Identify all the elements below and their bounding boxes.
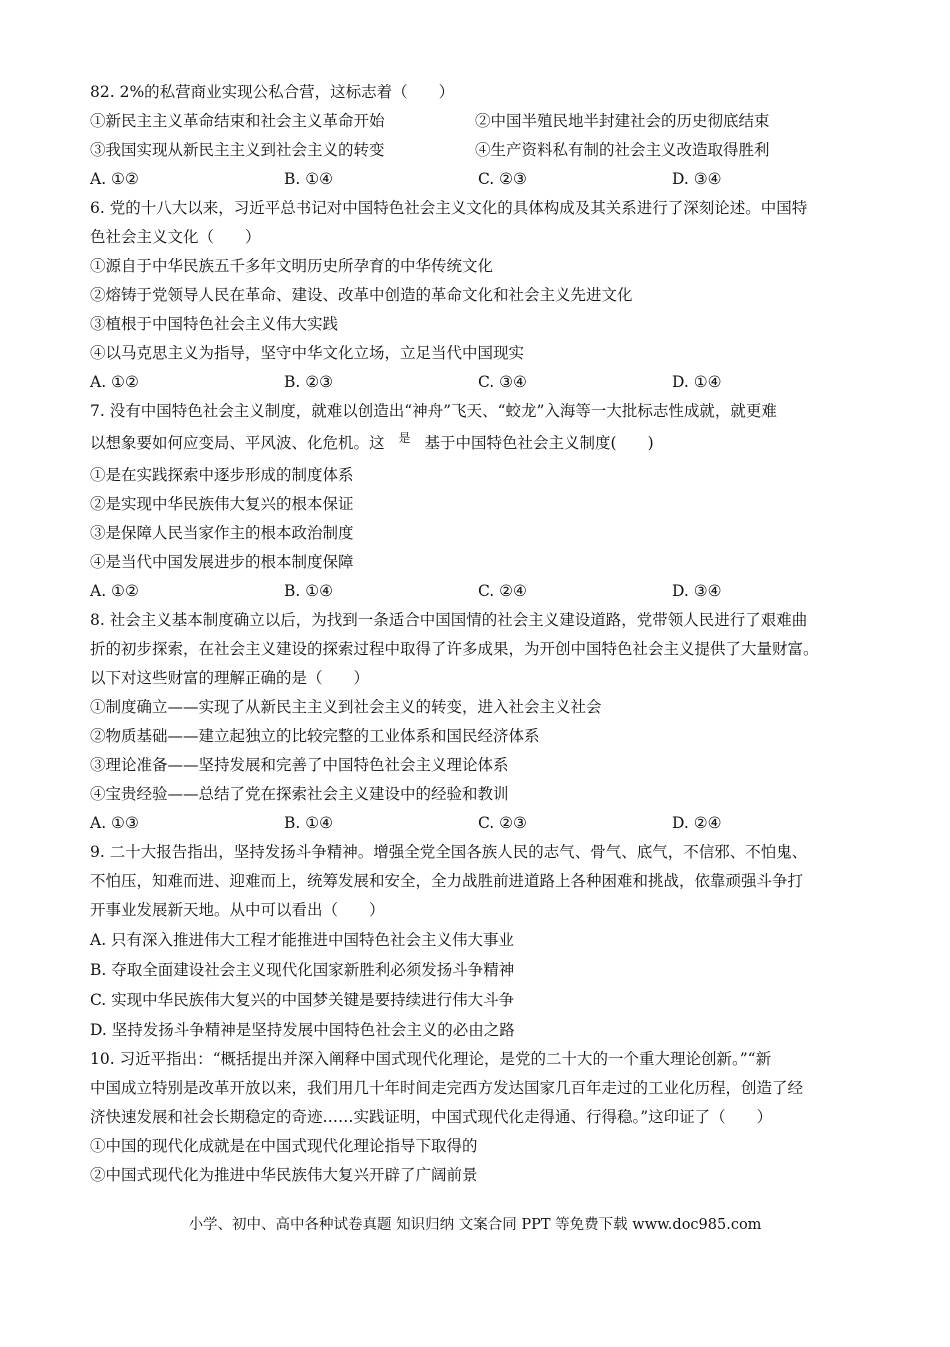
q8-stem-line2: 折的初步探索，在社会主义建设的探索过程中取得了许多成果，为开创中国特色社会主义提供了大量财富。 [90,640,819,658]
q5-stem: 82. 2%的私营商业实现公私合营，这标志着（ ） [90,83,455,101]
q8-options [90,809,880,838]
q8-item-4: ④宝贵经验——总结了党在探索社会主义建设中的经验和教训 [90,785,509,803]
q10-stem-line2: 中国成立特别是改革开放以来，我们用几十年时间走完西方发达国家几百年走过的工业化历程，创造了经 [90,1079,804,1097]
q7-stem-line2-part1: 以想象要如何应变局、平风波、化危机。这 [90,434,385,452]
q5-option-b: B. ①④ [284,170,334,188]
q7-stem-line2-shi: 是 [398,431,411,445]
q7-item-2: ②是实现中华民族伟大复兴的根本保证 [90,495,354,513]
q6-option-a: A. ①② [90,373,139,391]
q6-item-4: ④以马克思主义为指导，坚守中华文化立场，立足当代中国现实 [90,344,525,362]
q7-item-1: ①是在实践探索中逐步形成的制度体系 [90,466,354,484]
q10-stem-line3: 济快速发展和社会长期稳定的奇迹……实践证明，中国式现代化走得通、行得稳。”这印证了（ ） [90,1108,773,1126]
q8-option-d: D. ②④ [672,814,722,832]
q9-stem-line1: 9. 二十大报告指出，坚持发扬斗争精神。增强全党全国各族人民的志气、骨气、底气，不信邪、不怕鬼、 [90,843,808,861]
q8-item-3: ③理论准备——坚持发展和完善了中国特色社会主义理论体系 [90,756,509,774]
q7-stem-line2 [90,426,880,461]
q6-stem-line1: 6. 党的十八大以来，习近平总书记对中国特色社会主义文化的具体构成及其关系进行了深刻论述。中国特 [90,199,808,217]
q8-option-a: A. ①③ [90,814,139,832]
q6-option-c: C. ③④ [478,373,527,391]
page-footer: 小学、初中、高中各种试卷真题 知识归纳 文案合同 PPT 等免费下载 www.doc985.com [188,1217,762,1233]
q9-option-a: A. 只有深入推进伟大工程才能推进中国特色社会主义伟大事业 [90,931,515,949]
q8-option-b: B. ①④ [284,814,334,832]
q7-options [90,577,880,606]
q5-option-a: A. ①② [90,170,139,188]
exam-page [90,78,880,1190]
q5-option-c: C. ②③ [478,170,527,188]
q6-option-b: B. ②③ [284,373,334,391]
q7-option-d: D. ③④ [672,582,722,600]
q5-option-d: D. ③④ [672,170,722,188]
q9-option-d: D. 坚持发扬斗争精神是坚持发展中国特色社会主义的必由之路 [90,1021,515,1039]
q9-option-c: C. 实现中华民族伟大复兴的中国梦关键是要持续进行伟大斗争 [90,991,515,1009]
q7-option-c: C. ②④ [478,582,527,600]
q5-item-2: ②中国半殖民地半封建社会的历史彻底结束 [475,112,770,130]
q10-stem-line1: 10. 习近平指出：“概括提出并深入阐释中国式现代化理论，是党的二十大的一个重大理论创新。”“新 [90,1050,772,1068]
q5-items-row1 [90,107,880,136]
q8-stem-line1: 8. 社会主义基本制度确立以后，为找到一条适合中国国情的社会主义建设道路，党带领人民进行了艰难曲 [90,611,808,629]
q6-option-d: D. ①④ [672,373,722,391]
q7-stem-line2-part2: 基于中国特色社会主义制度( ) [424,434,654,452]
q7-item-4: ④是当代中国发展进步的根本制度保障 [90,553,354,571]
q7-option-a: A. ①② [90,582,139,600]
q8-item-1: ①制度确立——实现了从新民主主义到社会主义的转变，进入社会主义社会 [90,698,602,716]
q7-stem-line1: 7. 没有中国特色社会主义制度，就难以创造出“神舟”飞天、“蛟龙”入海等一大批标志性成就，就更难 [90,402,777,420]
q8-stem-line3: 以下对这些财富的理解正确的是（ ） [90,669,370,687]
q6-stem-line2: 色社会主义文化（ ） [90,228,261,246]
q5-item-4: ④生产资料私有制的社会主义改造取得胜利 [475,141,770,159]
q9-option-b: B. 夺取全面建设社会主义现代化国家新胜利必须发扬斗争精神 [90,961,515,979]
q9-stem-line2: 不怕压，知难而进、迎难而上，统筹发展和安全，全力战胜前进道路上各种困难和挑战，依靠顽强斗争打 [90,872,804,890]
q10-item-1: ①中国的现代化成就是在中国式现代化理论指导下取得的 [90,1137,478,1155]
q6-item-2: ②熔铸于党领导人民在革命、建设、改革中创造的革命文化和社会主义先进文化 [90,286,633,304]
q6-options [90,368,880,397]
q5-item-3: ③我国实现从新民主主义到社会主义的转变 [90,141,385,159]
q5-item-1: ①新民主主义革命结束和社会主义革命开始 [90,112,385,130]
q8-item-2: ②物质基础——建立起独立的比较完整的工业体系和国民经济体系 [90,727,540,745]
q8-option-c: C. ②③ [478,814,527,832]
q5-options [90,165,880,194]
q10-item-2: ②中国式现代化为推进中华民族伟大复兴开辟了广阔前景 [90,1166,478,1184]
q7-item-3: ③是保障人民当家作主的根本政治制度 [90,524,354,542]
q6-item-1: ①源自于中华民族五千多年文明历史所孕育的中华传统文化 [90,257,494,275]
q9-stem-line3: 开事业发展新天地。从中可以看出（ ） [90,901,385,919]
q5-items-row2 [90,136,880,165]
q7-option-b: B. ①④ [284,582,334,600]
q6-item-3: ③植根于中国特色社会主义伟大实践 [90,315,339,333]
